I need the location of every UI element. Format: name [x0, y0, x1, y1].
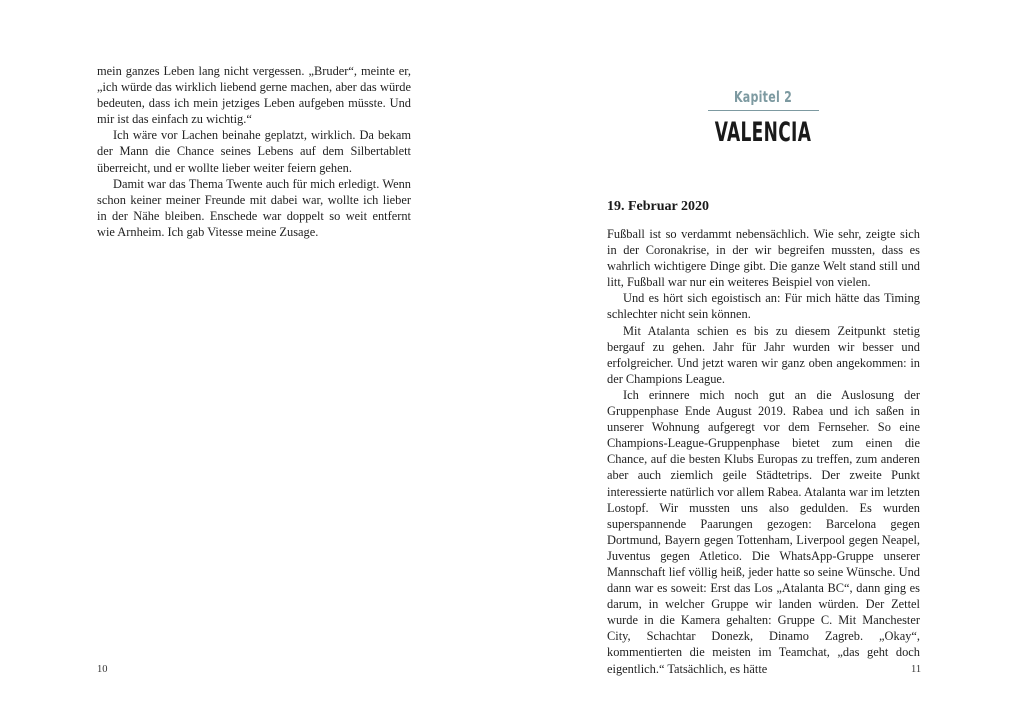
page-number-left: 10 [97, 664, 108, 675]
section-date-heading: 19. Februar 2020 [607, 199, 710, 214]
body-paragraph: Fußball ist so verdammt nebensächlich. Wie sehr, zeigte sich in der Coronakrise, in der wir begreifen mussten, dass es wahrlich wichtigere Dinge gibt. Die ganze Welt stand still und litt, Fußball war nur ein weiteres Beispiel von vielen. [607, 227, 920, 290]
body-paragraph: Mit Atalanta schien es bis zu diesem Zeitpunkt stetig bergauf zu gehen. Jahr für Jahr wurden wir besser und erfolgreicher. Und jetzt waren wir ganz oben angekommen: in der Champions League. [607, 323, 920, 386]
chapter-label: Kapitel 2 [733, 88, 793, 106]
left-page-body [97, 63, 411, 240]
page-number-right: 11 [911, 664, 922, 675]
chapter-title: VALENCIA [714, 117, 812, 148]
right-page [510, 0, 1020, 721]
body-paragraph: Ich erinnere mich noch gut an die Auslosung der Gruppenphase Ende August 2019. Rabea und ich saßen in unserer Wohnung aufgeregt vor dem Fernseher. So eine Champions-League-Gruppenphase bietet zum einen die Chance, auf die besten Klubs Europas zu treffen, zum anderen aber auch ziemlich geile Städtetrips. Der zweite Punkt interessierte natürlich vor allem Rabea. Atalanta war im letzten Lostopf. Wir mussten uns also gedulden. Es wurden superspannende Paarungen gezogen: Barcelona gegen Dortmund, Bayern gegen Tottenham, Liverpool gegen Neapel, Juventus gegen Atletico. Die WhatsApp-Gruppe unserer Mannschaft lief völlig heiß, jeder hatte so seine Wünsche. Und dann war es soweit: Erst das Los „Atalanta BC“, dann ging es darum, in welcher Gruppe wir landen würden. Der Zettel wurde in die Kamera gehalten: Gruppe C. Mit Manchester City, Schachtar Donezk, Dinamo Zagreb. „Okay“, kommentierten die meisten im Teamchat, „das geht doch eigentlich.“ Tatsächlich, es hätte [607, 387, 920, 676]
body-paragraph: mein ganzes Leben lang nicht vergessen. „Bruder“, meinte er, „ich würde das wirklich liebend gerne machen, aber das würde bedeuten, dass ich mein jetziges Leben aufgeben müsste. Und mir ist das einfach zu wichtig.“ [97, 64, 411, 127]
chapter-divider [708, 110, 819, 111]
body-paragraph: Und es hört sich egoistisch an: Für mich hätte das Timing schlechter nicht sein können. [607, 291, 920, 322]
body-paragraph: Ich wäre vor Lachen beinahe geplatzt, wirklich. Da bekam der Mann die Chance seines Lebens auf dem Silbertablett überreicht, und er wollte lieber weiter feiern gehen. [97, 128, 411, 175]
body-paragraph: Damit war das Thema Twente auch für mich erledigt. Wenn schon keiner meiner Freunde mit dabei war, wollte ich lieber in der Nähe bleiben. Enschede war doppelt so weit entfernt wie Arnheim. Ich gab Vitesse meine Zusage. [97, 176, 411, 239]
right-page-body [607, 226, 920, 677]
